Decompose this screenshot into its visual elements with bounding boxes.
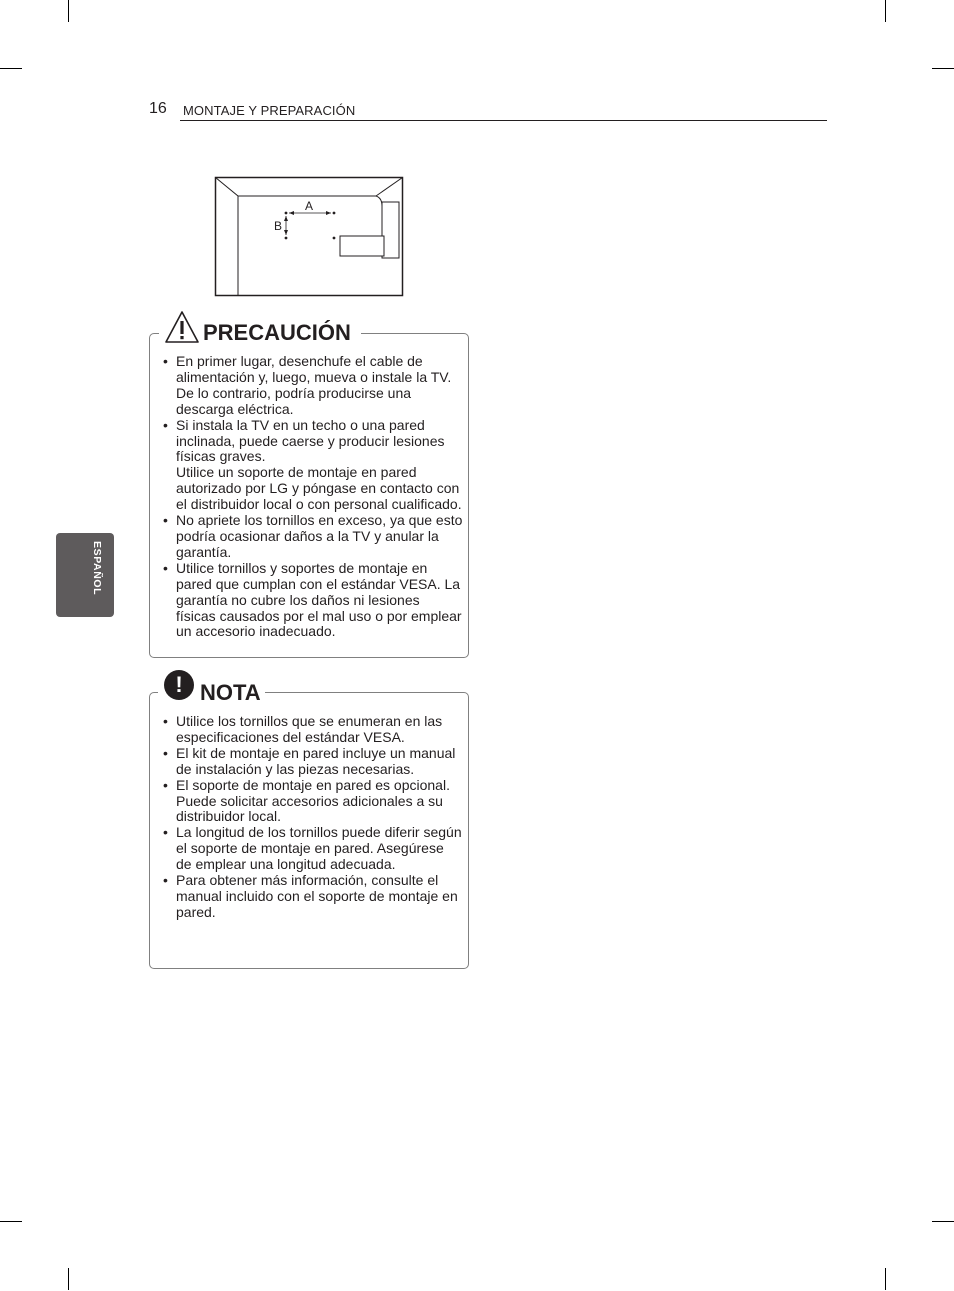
note-list	[163, 714, 463, 921]
language-tab-label: ESPAÑOL	[91, 541, 103, 596]
crop-mark	[932, 68, 954, 69]
note-item-text: • El soporte de montaje en pared es opcional. Puede solicitar accesorios adicionales a su distribuidor local.	[176, 776, 450, 825]
tv-back-diagram	[214, 176, 404, 297]
note-item-text: • La longitud de los tornillos puede diferir según el soporte de montaje en pared. Asegúrese de emplear una longitud adecuada.	[176, 824, 462, 873]
note-heading: NOTA	[196, 680, 265, 706]
page-number: 16	[149, 100, 167, 117]
crop-mark	[68, 1268, 69, 1290]
crop-mark	[885, 0, 886, 22]
caution-list	[163, 354, 463, 640]
warning-triangle-icon	[164, 310, 200, 344]
caution-list-item	[163, 513, 463, 561]
note-list-item	[163, 873, 463, 921]
crop-mark	[0, 68, 22, 69]
header-divider	[180, 120, 827, 121]
note-list-item	[163, 714, 463, 746]
note-item-text: • Utilice los tornillos que se enumeran en las especificaciones del estándar VESA.	[176, 713, 443, 745]
caution-item-text: • No apriete los tornillos en exceso, ya que esto podría ocasionar daños a la TV y anular la garantía.	[176, 512, 463, 560]
note-list-item	[163, 778, 463, 826]
dimension-label-a: A	[305, 199, 314, 213]
language-side-tab	[56, 533, 114, 617]
caution-item-text: Utilice un soporte de montaje en pared autorizado por LG y póngase en contacto con el distribuidor local o con personal cualificado.	[176, 464, 462, 513]
note-list-item	[163, 746, 463, 778]
crop-mark	[0, 1221, 22, 1222]
note-heading-group	[158, 669, 263, 709]
caution-item-text: • Utilice tornillos y soportes de montaje en pared que cumplan con el estándar VESA. La garantía no cubre los daños ni lesiones físicas causados por el mal uso o por emplear un accesorio inadecuado.	[176, 559, 462, 640]
caution-heading-group	[159, 308, 361, 348]
caution-heading: PRECAUCIÓN	[199, 320, 355, 346]
caution-list-item	[163, 418, 463, 513]
caution-list-item	[163, 354, 463, 418]
note-item-text: • El kit de montaje en pared incluye un manual de instalación y las piezas necesarias.	[176, 744, 456, 777]
crop-mark	[68, 0, 69, 22]
section-title: MONTAJE Y PREPARACIÓN	[183, 103, 356, 118]
caution-list-item	[163, 561, 463, 641]
exclamation-circle-icon: !	[164, 670, 194, 700]
dimension-label-b: B	[274, 219, 283, 233]
caution-item-text: • Si instala la TV en un techo o una pared inclinada, puede caerse y producir lesiones físicas graves.	[176, 416, 445, 465]
note-list-item	[163, 825, 463, 873]
note-item-text: • Para obtener más información, consulte el manual incluido con el soporte de montaje en pared.	[176, 872, 458, 920]
crop-mark	[932, 1221, 954, 1222]
caution-item-text: • En primer lugar, desenchufe el cable de alimentación y, luego, mueva o instale la TV. De lo contrario, podría producirse una descarga eléctrica.	[176, 353, 452, 417]
crop-mark	[885, 1268, 886, 1290]
